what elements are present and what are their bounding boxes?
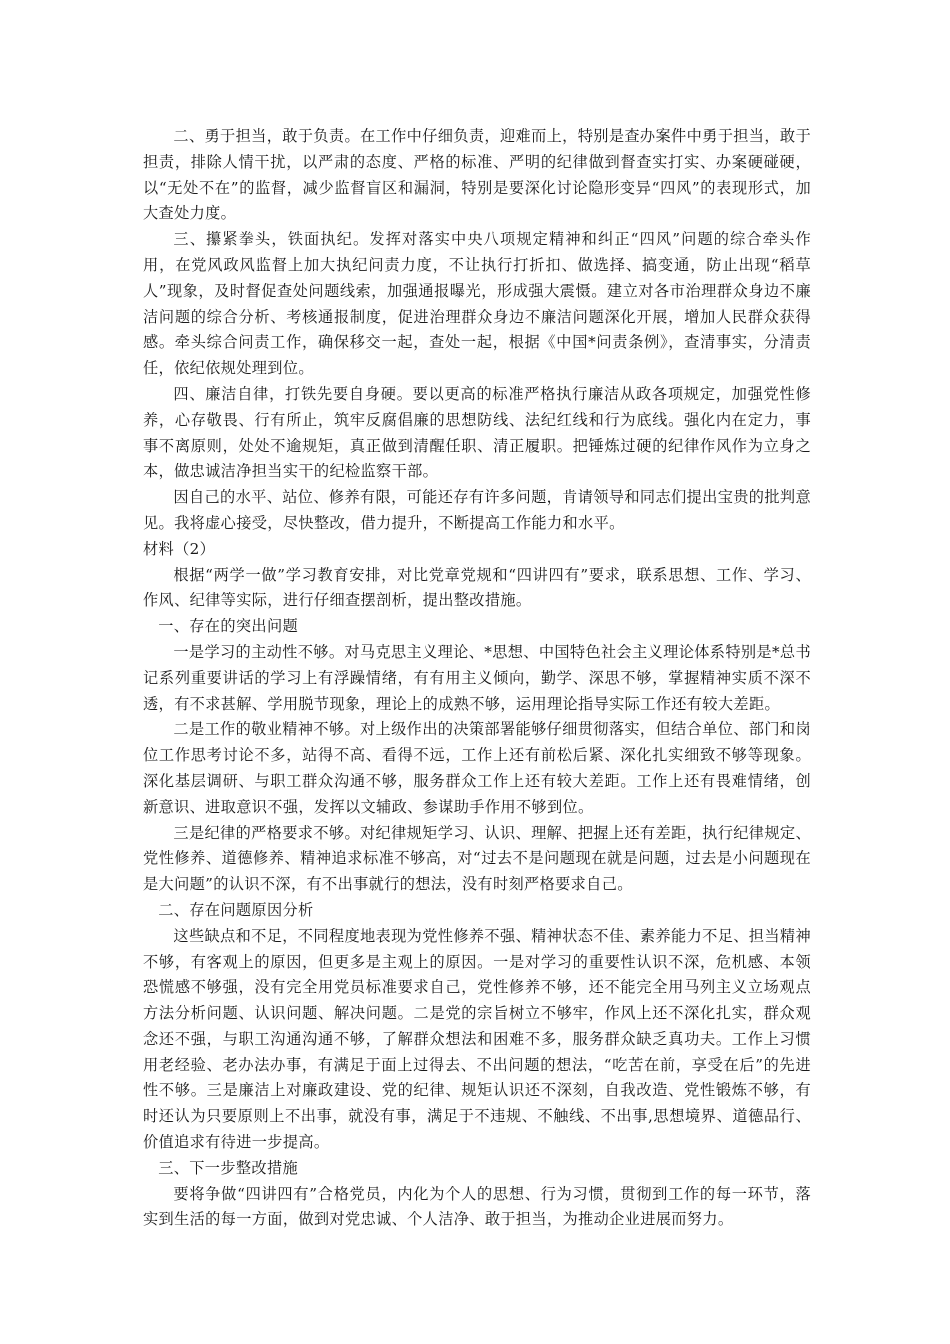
material-label: 材料（2） — [143, 539, 216, 558]
paragraph-self-discipline: 四、廉洁自律，打铁先要自身硬。要以更高的标准严格执行廉洁从政各项规定，加强党性修养，心存敬畏、行有所止，筑牢反腐倡廉的思想防线、法纪红线和行为底线。强化内在定力，事事不离原则，处处不逾规矩，真正做到清醒任职、清正履职。把锤炼过硬的纪律作风作为立身之本，做忠诚洁净担当实干的纪检监察干部。 — [143, 384, 811, 481]
paragraph-measures: 要将争做“四讲四有”合格党员，内化为个人的思想、行为习惯，贯彻到工作的每一环节，落实到生活的每一方面，做到对党忠诚、个人洁净、敢于担当，为推动企业进展而努力。 — [143, 1184, 811, 1229]
paragraph-problem-study: 一是学习的主动性不够。对马克思主义理论、*思想、中国特色社会主义理论体系特别是*总书记系列重要讲话的学习上有浮躁情绪，有有用主义倾向，勤学、深思不够，掌握精神实质不深不透，有不求甚解、学用脱节现象，理论上的成熟不够，运用理论指导实际工作还有较大差距。 — [143, 642, 811, 713]
paragraph-problem-work: 二是工作的敬业精神不够。对上级作出的决策部署能够仔细贯彻落实，但结合单位、部门和岗位工作思考讨论不多，站得不高、看得不远，工作上还有前松后紧、深化扎实细致不够等现象。深化基层调研、与职工群众沟通不够，服务群众工作上还有较大差距。工作上还有畏难情绪，创新意识、进取意识不强，发挥以文辅政、参谋助手作用不够到位。 — [143, 720, 811, 816]
paragraph-dare-to-take-responsibility: 二、勇于担当，敢于负责。在工作中仔细负责，迎难而上，特别是查办案件中勇于担当，敢于担责，排除人情干扰，以严肃的态度、严格的标准、严明的纪律做到督查实打实、办案硬碰硬，以“无处不在”的监督，减少监督盲区和漏洞，特别是要深化讨论隐形变异“四风”的表现形式，加大查处力度。 — [143, 127, 811, 223]
paragraph-closing-remarks: 因自己的水平、站位、修养有限，可能还存有许多问题，肯请领导和同志们提出宝贵的批判意见。我将虚心接受，尽快整改，借力提升，不断提高工作能力和水平。 — [143, 488, 811, 532]
paragraph-causes: 这些缺点和不足，不同程度地表现为党性修养不强、精神状态不佳、素养能力不足、担当精神不够，有客观上的原因，但更多是主观上的原因。一是对学习的重要性认识不深，危机感、本领恐慌感不够强，没有完全用党员标准要求自己，党性修养不够，还不能完全用马列主义立场观点方法分析问题、认识问题、解决问题。二是党的宗旨树立不够牢，作风上还不深化扎实，群众观念还不强，与职工沟通沟通不够，了解群众想法和困难不多，服务群众缺乏真功夫。工作上习惯用老经验、老办法办事，有满足于面上过得去、不出问题的想法，“吃苦在前，享受在后”的先进性不够。三是廉洁上对廉政建设、党的纪律、规矩认识还不深刻，自我改造、党性锻炼不够，有时还认为只要原则上不出事，就没有事，满足于不违规、不触线、不出事,思想境界、道德品行、价值追求有待进一步提高。 — [143, 926, 811, 1152]
paragraph-strict-discipline: 三、攥紧拳头，铁面执纪。发挥对落实中央八项规定精神和纠正“四风”问题的综合牵头作用，在党风政风监督上加大执纪问责力度，不让执行打折扣、做选择、搞变通，防止出现“稻草人”现象，及时督促查处问题线索，加强通报曝光，形成强大震慑。建立对各市治理群众身边不廉洁问题的综合分析、考核通报制度，促进治理群众身边不廉洁问题深化开展，增加人民群众获得感。牵头综合问责工作，确保移交一起，查处一起，根据《中国*问责条例》，查清事实，分清责任，依纪依规处理到位。 — [143, 230, 811, 378]
paragraph-intro: 根据“两学一做”学习教育安排，对比党章党规和“四讲四有”要求，联系思想、工作、学习、作风、纪律等实际，进行仔细查摆剖析，提出整改措施。 — [143, 565, 811, 610]
document-page — [143, 124, 811, 1233]
paragraph-problem-discipline: 三是纪律的严格要求不够。对纪律规矩学习、认识、理解、把握上还有差距，执行纪律规定、党性修养、道德修养、精神追求标准不够高，对“过去不是问题现在就是问题，过去是小问题现在是大问题”的认识不深，有不出事就行的想法，没有时刻严格要求自己。 — [143, 823, 811, 894]
section-title-measures: 三、下一步整改措施 — [158, 1158, 299, 1177]
section-title-causes: 二、存在问题原因分析 — [158, 900, 314, 919]
section-title-problems: 一、存在的突出问题 — [158, 617, 299, 636]
